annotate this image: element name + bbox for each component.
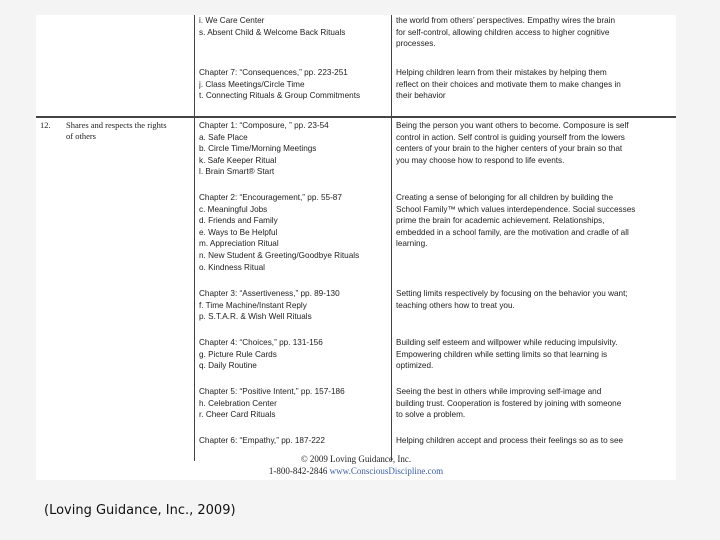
text-line: c. Meaningful Jobs <box>199 204 268 214</box>
text-line: Chapter 7: “Consequences,” pp. 223-251 <box>199 68 348 77</box>
text-line: embedded in a school family, are the motivation and cradle of all <box>396 227 629 237</box>
text-block <box>195 67 391 102</box>
text-line: r. Cheer Card Rituals <box>199 410 276 420</box>
text-line: School Family™ which values interdependence. Social successes <box>396 204 636 214</box>
text-line: t. Connecting Rituals & Group Commitments <box>199 91 361 101</box>
text-block <box>392 435 676 447</box>
text-block <box>195 337 391 372</box>
copyright-text: © 2009 Loving Guidance, Inc. <box>300 454 412 464</box>
strategies-blocks <box>195 118 391 447</box>
text-line: e. Ways to Be Helpful <box>199 227 278 237</box>
text-block <box>392 67 676 102</box>
text-line: n. New Student & Greeting/Goodbye Rituals <box>199 250 360 260</box>
text-block <box>392 337 676 372</box>
text-line: learning. <box>396 239 428 249</box>
text-line: Being the person you want others to become. Composure is self <box>396 121 629 130</box>
curriculum-table <box>36 15 676 461</box>
text-line: their behavior <box>396 91 446 101</box>
text-line: Building self esteem and willpower while reducing impulsivity. <box>396 338 618 347</box>
text-line: p. S.T.A.R. & Wish Well Rituals <box>199 312 312 322</box>
text-line: Chapter 6: “Empathy,” pp. 187-222 <box>199 436 325 445</box>
text-block <box>392 15 676 53</box>
text-line: j. Class Meetings/Circle Time <box>199 79 305 89</box>
text-block <box>392 192 676 274</box>
text-line: to solve a problem. <box>396 410 466 420</box>
text-line: reflect on their choices and motivate them to make changes in <box>396 79 621 89</box>
text-line: optimized. <box>396 361 434 371</box>
text-line: Setting limits respectively by focusing on the behavior you want; <box>396 289 628 298</box>
text-line: s. Absent Child & Welcome Back Rituals <box>199 27 346 37</box>
text-line: Chapter 1: “Composure, ” pp. 23-54 <box>199 121 329 130</box>
website-url: www.ConsciousDiscipline.com <box>329 466 444 476</box>
text-line: teaching others how to treat you. <box>396 300 515 310</box>
description-cell <box>392 117 677 461</box>
text-line: Creating a sense of belonging for all children by building the <box>396 193 614 202</box>
text-block <box>195 15 391 53</box>
table-row-standard-12 <box>36 117 676 461</box>
text-line: Empowering children while setting limits so that learning is <box>396 349 608 359</box>
text-line: o. Kindness Ritual <box>199 262 265 272</box>
text-line: processes. <box>396 39 436 49</box>
standard-cell <box>36 117 195 461</box>
standard-description <box>66 120 167 142</box>
text-line: Chapter 5: “Positive Intent,” pp. 157-186 <box>199 387 345 396</box>
text-block <box>195 435 391 447</box>
strategies-blocks <box>195 15 391 102</box>
text-line: prime the brain for academic achievement. Relationships, <box>396 216 605 226</box>
text-line: Helping children learn from their mistakes by helping them <box>396 68 607 77</box>
strategies-cell <box>195 117 392 461</box>
text-line: a. Safe Place <box>199 132 248 142</box>
text-line: g. Picture Rule Cards <box>199 349 277 359</box>
description-blocks <box>392 15 676 102</box>
text-line: q. Daily Routine <box>199 361 257 371</box>
text-line: Seeing the best in others while improving self-image and <box>396 387 602 396</box>
image-caption: (Loving Guidance, Inc., 2009) <box>44 503 236 518</box>
text-line: Chapter 2: “Encouragement,” pp. 55-87 <box>199 193 342 202</box>
text-block <box>392 288 676 323</box>
standard-number: 12. <box>40 120 51 130</box>
text-line: m. Appreciation Ritual <box>199 239 279 249</box>
text-line: you may choose how to respond to life events. <box>396 155 565 165</box>
table-row-continued <box>36 15 676 117</box>
text-line: i. We Care Center <box>199 16 265 25</box>
phone-number: 1-800-842-2846 <box>268 466 328 476</box>
standard-text <box>36 118 194 144</box>
description-cell <box>392 15 677 117</box>
text-line: l. Brain Smart® Start <box>199 167 275 177</box>
text-line: b. Circle Time/Morning Meetings <box>199 144 317 154</box>
text-block <box>195 192 391 274</box>
text-block <box>195 288 391 323</box>
text-block <box>392 120 676 178</box>
text-line: k. Safe Keeper Ritual <box>199 155 277 165</box>
text-line: building trust. Cooperation is fostered by joining with someone <box>396 398 622 408</box>
text-line: h. Celebration Center <box>199 398 277 408</box>
document-page <box>36 15 676 480</box>
standard-line-1: Shares and respects the rights <box>66 120 167 130</box>
strategies-cell <box>195 15 392 117</box>
text-block <box>195 386 391 421</box>
description-blocks <box>392 118 676 447</box>
text-line: Chapter 3: “Assertiveness,” pp. 89-130 <box>199 289 340 298</box>
standard-cell-empty <box>36 15 195 117</box>
text-line: centers of your brain to the higher centers of your brain so that <box>396 144 623 154</box>
text-block <box>392 386 676 421</box>
text-line: control in action. Self control is guiding yourself from the lowers <box>396 132 625 142</box>
text-line: f. Time Machine/Instant Reply <box>199 300 307 310</box>
text-line: for self-control, allowing children access to higher cognitive <box>396 27 610 37</box>
text-line: d. Friends and Family <box>199 216 278 226</box>
text-line: Helping children accept and process their feelings so as to see <box>396 436 624 445</box>
text-line: Chapter 4: “Choices,” pp. 131-156 <box>199 338 323 347</box>
document-footer <box>36 453 676 477</box>
standard-line-2: of others <box>66 131 96 141</box>
text-block <box>195 120 391 178</box>
text-line: the world from others’ perspectives. Empathy wires the brain <box>396 16 616 25</box>
contact-line <box>36 465 676 477</box>
